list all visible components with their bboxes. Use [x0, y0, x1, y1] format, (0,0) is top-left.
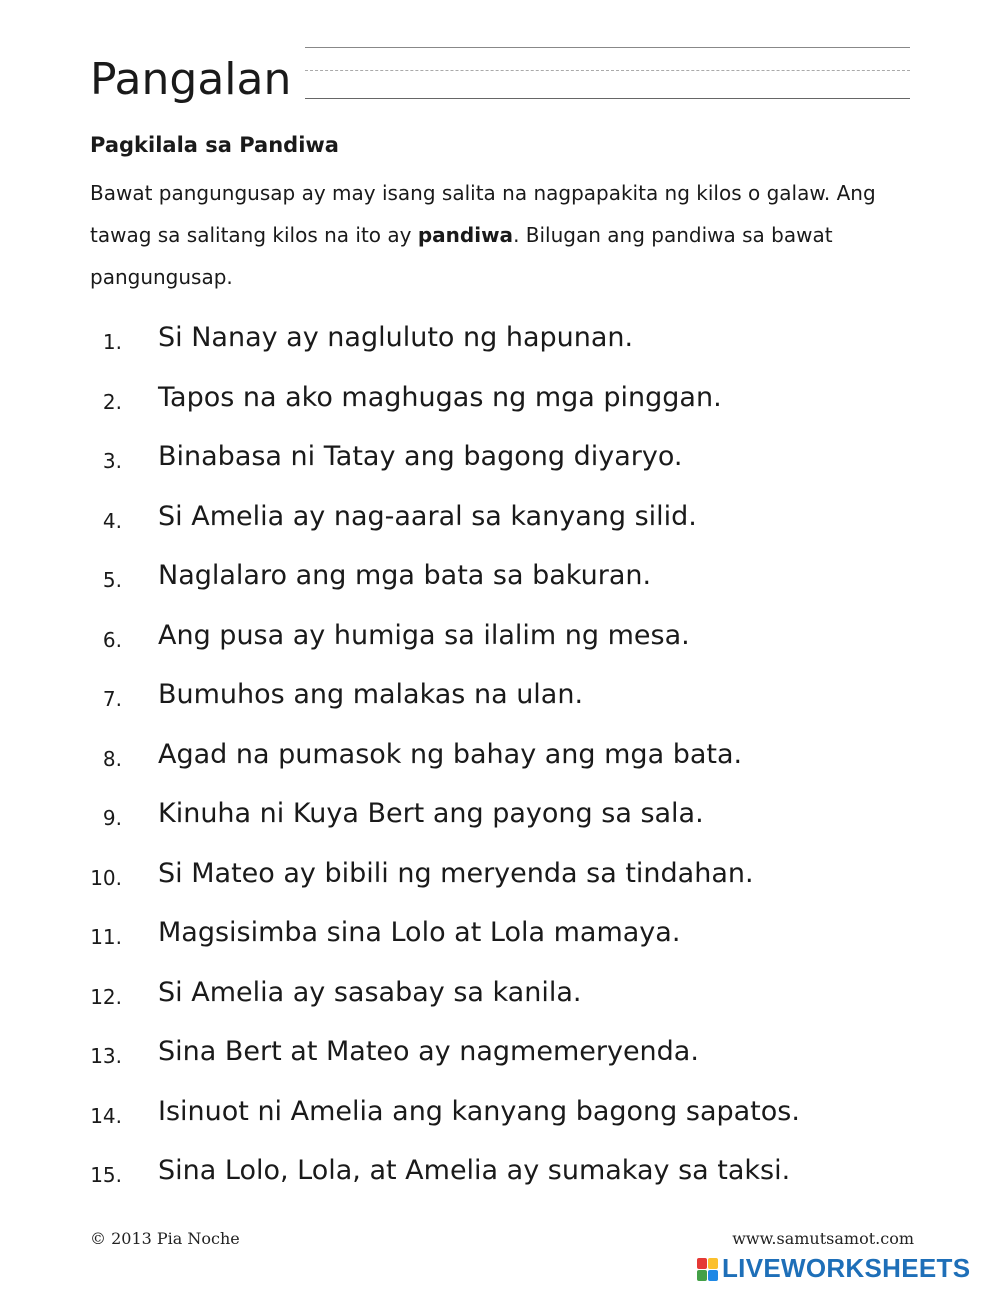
item-number: 5. — [102, 568, 122, 592]
item-sentence[interactable]: Sina Bert at Mateo ay nagmemeryenda. — [158, 1036, 699, 1067]
item-number: 10. — [90, 865, 122, 890]
item-sentence[interactable]: Kinuha ni Kuya Bert ang payong sa sala. — [158, 798, 704, 829]
item-number: 15. — [90, 1163, 122, 1187]
item-sentence[interactable]: Sina Lolo, Lola, at Amelia ay sumakay sa taksi. — [158, 1155, 791, 1186]
name-line-top — [305, 47, 910, 48]
logo-block-red-icon — [697, 1258, 707, 1269]
list-item — [0, 556, 1000, 596]
item-sentence[interactable]: Si Nanay ay nagluluto ng hapunan. — [158, 322, 634, 353]
logo-block-blue-icon — [708, 1270, 718, 1281]
item-sentence[interactable]: Bumuhos ang malakas na ulan. — [158, 679, 584, 710]
item-number: 12. — [90, 984, 122, 1009]
list-item — [0, 854, 1000, 894]
item-sentence[interactable]: Ang pusa ay humiga sa ilalim ng mesa. — [158, 619, 690, 651]
item-number: 4. — [102, 508, 122, 533]
item-sentence[interactable]: Naglalaro ang mga bata sa bakuran. — [158, 560, 652, 591]
list-item — [0, 318, 1000, 358]
item-sentence[interactable]: Agad na pumasok ng bahay ang mga bata. — [158, 738, 743, 770]
instructions-part2: . Bilugan ang pandiwa sa bawat pangungusap. — [90, 223, 833, 289]
item-sentence[interactable]: Si Mateo ay bibili ng meryenda sa tindahan. — [158, 857, 754, 889]
name-label: Pangalan — [90, 54, 292, 105]
item-number: 9. — [102, 806, 122, 830]
list-item — [0, 1092, 1000, 1132]
list-item — [0, 675, 1000, 715]
list-item — [0, 794, 1000, 834]
list-item — [0, 735, 1000, 775]
name-line-dashed — [305, 70, 910, 71]
list-item — [0, 497, 1000, 537]
item-sentence[interactable]: Tapos na ako maghugas ng mga pinggan. — [158, 381, 722, 413]
item-sentence[interactable]: Si Amelia ay sasabay sa kanila. — [158, 976, 582, 1008]
item-number: 8. — [102, 746, 122, 771]
instructions-bold-term: pandiwa — [417, 223, 514, 247]
item-sentence[interactable]: Binabasa ni Tatay ang bagong diyaryo. — [158, 441, 683, 472]
list-item — [0, 616, 1000, 656]
item-number: 1. — [102, 330, 122, 354]
logo-block-yellow-icon — [708, 1258, 718, 1269]
item-number: 7. — [102, 687, 122, 711]
name-writing-lines — [305, 47, 910, 103]
name-line-bottom — [305, 98, 910, 99]
item-sentence[interactable]: Isinuot ni Amelia ang kanyang bagong sapatos. — [158, 1095, 800, 1127]
item-number: 6. — [102, 627, 122, 652]
item-sentence[interactable]: Magsisimba sina Lolo at Lola mamaya. — [158, 917, 681, 948]
instructions — [90, 172, 910, 298]
list-item — [0, 973, 1000, 1013]
copyright-notice: © 2013 Pia Noche — [90, 1229, 240, 1248]
list-item — [0, 1032, 1000, 1072]
list-item — [0, 913, 1000, 953]
section-title: Pagkilala sa Pandiwa — [90, 133, 339, 157]
item-number: 14. — [90, 1103, 122, 1128]
list-item — [0, 378, 1000, 418]
item-number: 13. — [90, 1044, 122, 1068]
logo-block-green-icon — [697, 1270, 707, 1281]
website-url: www.samutsamot.com — [732, 1229, 914, 1248]
item-sentence[interactable]: Si Amelia ay nag-aaral sa kanyang silid. — [158, 500, 697, 532]
item-number: 3. — [102, 449, 122, 473]
liveworksheets-logo[interactable] — [697, 1253, 997, 1284]
instructions-part1: Bawat pangungusap ay may isang salita na nagpapakita ng kilos o galaw. Ang tawag sa salitang kilos na ito ay — [90, 181, 876, 247]
item-number: 11. — [90, 925, 122, 949]
list-item — [0, 437, 1000, 477]
item-number: 2. — [102, 389, 122, 414]
logo-text: LIVEWORKSHEETS — [722, 1253, 971, 1283]
logo-blocks-icon — [697, 1258, 719, 1282]
list-item — [0, 1151, 1000, 1191]
